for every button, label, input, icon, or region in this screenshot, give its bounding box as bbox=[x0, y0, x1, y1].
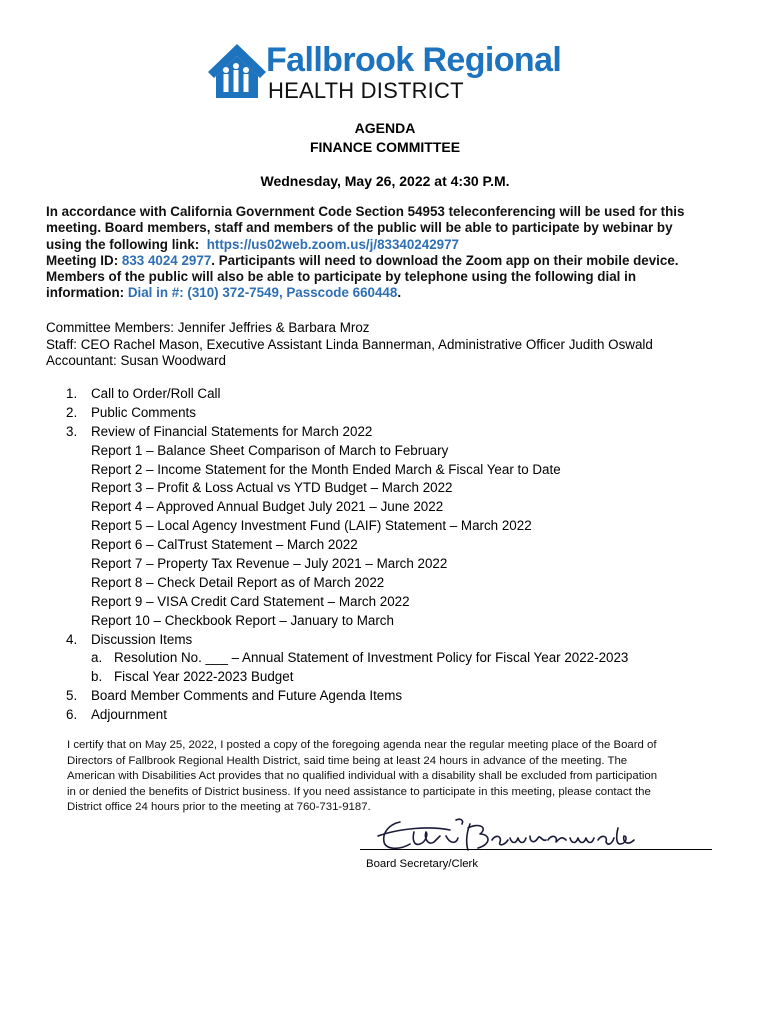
report-text: Report 10 – Checkbook Report – January to March bbox=[91, 612, 394, 628]
certification-line: I certify that on May 25, 2022, I posted a copy of the foregoing agenda near the regular meeting place of the Board of bbox=[67, 739, 657, 751]
zoom-link[interactable]: https://us02web.zoom.us/j/83340242977 bbox=[206, 236, 459, 252]
report-text: Report 2 – Income Statement for the Month Ended March & Fiscal Year to Date bbox=[91, 461, 561, 477]
certification-line: Directors of Fallbrook Regional Health District, said time being at least 24 hours in advance of the meeting. The bbox=[67, 754, 628, 767]
accountant-line: Accountant: Susan Woodward bbox=[46, 353, 226, 369]
staff-line: Staff: CEO Rachel Mason, Executive Assistant Linda Bannerman, Administrative Officer Judith Oswald bbox=[46, 336, 653, 352]
agenda-subitem bbox=[66, 649, 726, 668]
district-logo bbox=[206, 38, 586, 108]
certification-line: District office 24 hours prior to the meeting at 760-731-9187. bbox=[67, 801, 371, 813]
item-number: 4. bbox=[66, 631, 78, 647]
report-text: Report 8 – Check Detail Report as of March 2022 bbox=[91, 574, 385, 590]
agenda-item bbox=[66, 687, 726, 706]
item-text: Review of Financial Statements for March 2022 bbox=[91, 423, 373, 439]
subitem-letter: a. bbox=[91, 650, 103, 666]
report-item bbox=[66, 593, 726, 612]
logo-subtitle: HEALTH DISTRICT bbox=[268, 78, 464, 103]
notice-line-text: . bbox=[397, 285, 402, 301]
certification-line: in or denied the benefits of District business. If you need assistance to participate in this meeting, please contact the bbox=[67, 785, 651, 798]
meeting-id-label: Meeting ID: bbox=[46, 252, 119, 268]
item-text: Board Member Comments and Future Agenda Items bbox=[91, 688, 403, 704]
agenda-item bbox=[66, 423, 726, 442]
certification-line: American with Disabilities Act provides that no qualified individual with a disability shall be excluded from participation bbox=[67, 770, 658, 782]
meeting-id: 833 4024 2977 bbox=[121, 252, 212, 268]
report-text: Report 7 – Property Tax Revenue – July 2021 – March 2022 bbox=[91, 556, 448, 572]
agenda-list bbox=[66, 385, 726, 725]
health-district-logo-icon bbox=[206, 42, 268, 100]
signature-label: Board Secretary/Clerk bbox=[366, 858, 479, 870]
report-item bbox=[66, 517, 726, 536]
report-item bbox=[66, 555, 726, 574]
report-text: Report 6 – CalTrust Statement – March 2022 bbox=[91, 537, 358, 553]
notice-line-text: using the following link: bbox=[46, 236, 200, 252]
agenda-item bbox=[66, 385, 726, 404]
agenda-item bbox=[66, 706, 726, 725]
item-number: 5. bbox=[66, 688, 78, 704]
notice-line: In accordance with California Government Code Section 54953 teleconferencing will be used for this bbox=[46, 204, 685, 219]
logo-title: Fallbrook Regional bbox=[266, 41, 562, 79]
certification-paragraph bbox=[67, 738, 727, 816]
signature-block bbox=[360, 812, 720, 882]
report-item bbox=[66, 498, 726, 517]
report-text: Report 9 – VISA Credit Card Statement – March 2022 bbox=[91, 593, 410, 609]
item-number: 2. bbox=[66, 404, 78, 420]
notice-line-text: . Participants will need to download the Zoom app on their mobile device. bbox=[211, 252, 679, 268]
signature-line bbox=[360, 849, 712, 850]
notice-line-text: information: bbox=[46, 285, 125, 301]
notice-line bbox=[46, 237, 736, 253]
agenda-item bbox=[66, 631, 726, 650]
report-item bbox=[66, 461, 726, 480]
report-text: Report 3 – Profit & Loss Actual vs YTD Budget – March 2022 bbox=[91, 480, 453, 496]
agenda-subitem bbox=[66, 668, 726, 687]
teleconference-notice bbox=[46, 204, 736, 302]
agenda-item bbox=[66, 404, 726, 423]
item-text: Discussion Items bbox=[91, 631, 193, 647]
notice-line bbox=[46, 285, 736, 301]
item-number: 1. bbox=[66, 386, 78, 401]
report-item bbox=[66, 612, 726, 631]
dial-in-info: Dial in #: (310) 372-7549, Passcode 660448 bbox=[127, 285, 398, 301]
committee-heading: FINANCE COMMITTEE bbox=[309, 139, 461, 155]
subitem-text: Resolution No. ___ – Annual Statement of Investment Policy for Fiscal Year 2022-2023 bbox=[114, 650, 629, 666]
item-number: 3. bbox=[66, 423, 78, 439]
item-text: Public Comments bbox=[91, 404, 196, 420]
report-item bbox=[66, 442, 726, 461]
notice-line: meeting. Board members, staff and members of the public will be able to participate by webinar by bbox=[46, 220, 673, 236]
committee-members bbox=[46, 320, 736, 370]
item-text: Adjournment bbox=[91, 707, 167, 723]
report-text: Report 4 – Approved Annual Budget July 2021 – June 2022 bbox=[91, 499, 444, 515]
meeting-date: Wednesday, May 26, 2022 at 4:30 P.M. bbox=[260, 173, 510, 189]
item-number: 6. bbox=[66, 707, 78, 723]
notice-line: Members of the public will also be able to participate by telephone using the following dial in bbox=[46, 269, 636, 285]
report-item bbox=[66, 536, 726, 555]
report-text: Report 5 – Local Agency Investment Fund (LAIF) Statement – March 2022 bbox=[91, 518, 532, 534]
subitem-text: Fiscal Year 2022-2023 Budget bbox=[114, 669, 294, 685]
subitem-letter: b. bbox=[91, 669, 103, 685]
agenda-heading: AGENDA bbox=[354, 120, 416, 136]
report-item bbox=[66, 479, 726, 498]
committee-members-line: Committee Members: Jennifer Jeffries & Barbara Mroz bbox=[46, 320, 370, 335]
report-text: Report 1 – Balance Sheet Comparison of March to February bbox=[91, 442, 449, 458]
item-text: Call to Order/Roll Call bbox=[91, 386, 221, 401]
notice-line bbox=[46, 253, 736, 269]
report-item bbox=[66, 574, 726, 593]
